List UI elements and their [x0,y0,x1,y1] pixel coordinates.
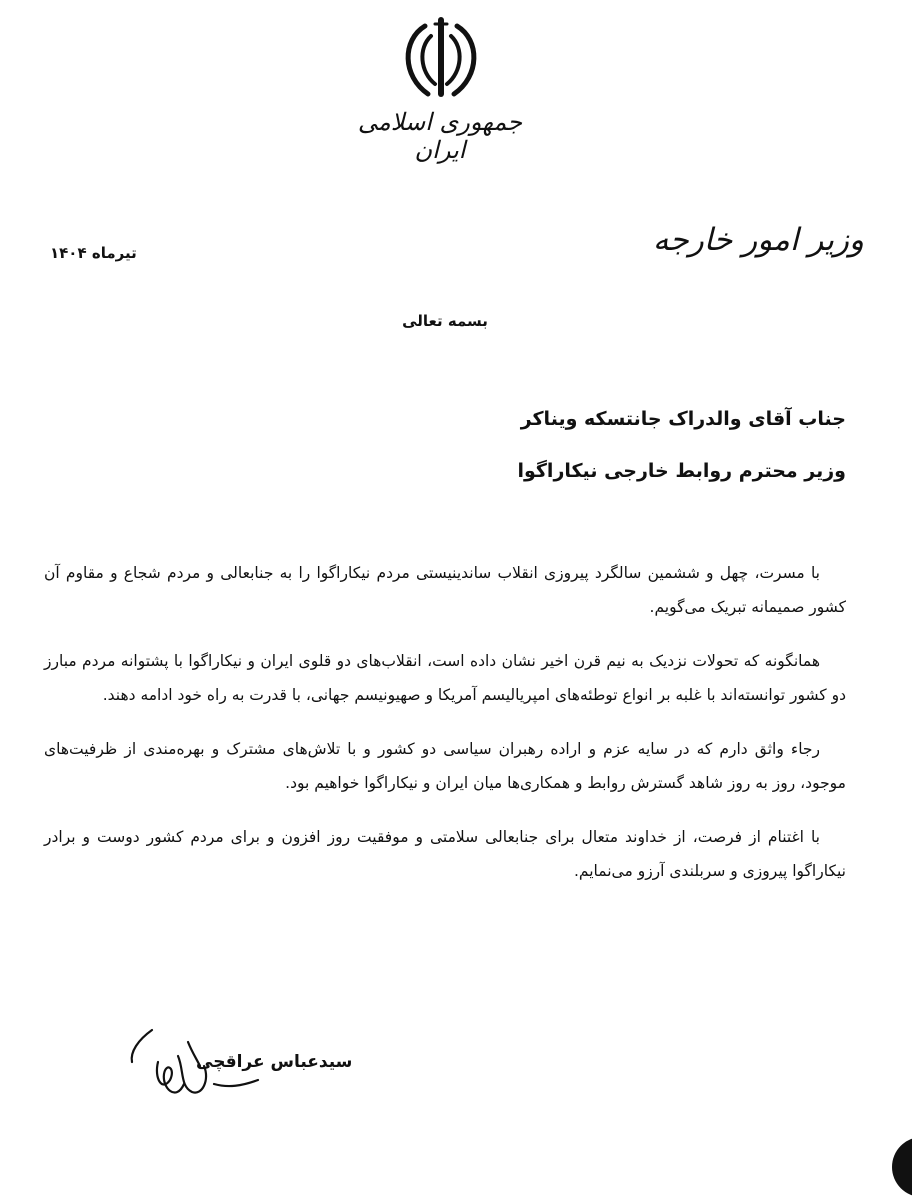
letter-date: تیرماه ۱۴۰۴ [50,244,137,262]
body-paragraph: با اغتنام از فرصت، از خداوند متعال برای جنابعالی سلامتی و موفقیت روز افزون و برای مردم کشور دوست و برادر نیکاراگوا پیروزی و سربلندی آرزو می‌نمایم. [44,828,846,880]
body-paragraph: رجاء واثق دارم که در سایه عزم و اراده رهبران سیاسی دو کشور و با تلاش‌های مشترک و بهره‌مندی از ظرفیت‌های موجود، روز به روز شاهد گسترش روابط و همکاری‌ها میان ایران و نیکاراگوا خواهیم بود. [44,740,846,792]
corner-decoration [892,1137,912,1197]
recipient-title: وزیر محترم روابط خارجی نیکاراگوا [517,460,846,482]
emblem-of-iran-icon [398,14,484,100]
invocation: بسمه تعالی [402,312,488,330]
recipient-name: جناب آقای والدراک جانتسکه ویناکر [520,408,846,430]
body-paragraph: همانگونه که تحولات نزدیک به نیم قرن اخیر نشان داده است، انقلاب‌های دو قلوی ایران و نیکاراگوا با پشتوانه مردم مبارز دو کشور توانسته‌اند با غلبه بر انواع توطئه‌های امپریالیسم آمریکا و صهیونیسم جهانی، با قدرت به راه خود ادامه دهند. [44,652,846,704]
office-title: وزیر امور خارجه [653,222,864,258]
letter-body [44,556,846,908]
republic-name: جمهوری اسلامی ایران [357,108,523,164]
body-paragraph: با مسرت، چهل و ششمین سالگرد پیروزی انقلاب ساندینیستی مردم نیکاراگوا را به جنابعالی و مردم شجاع و مقاوم آن کشور صمیمانه تبریک می‌گویم. [44,564,846,616]
signatory-name: سیدعباس عراقچی [196,1052,353,1072]
